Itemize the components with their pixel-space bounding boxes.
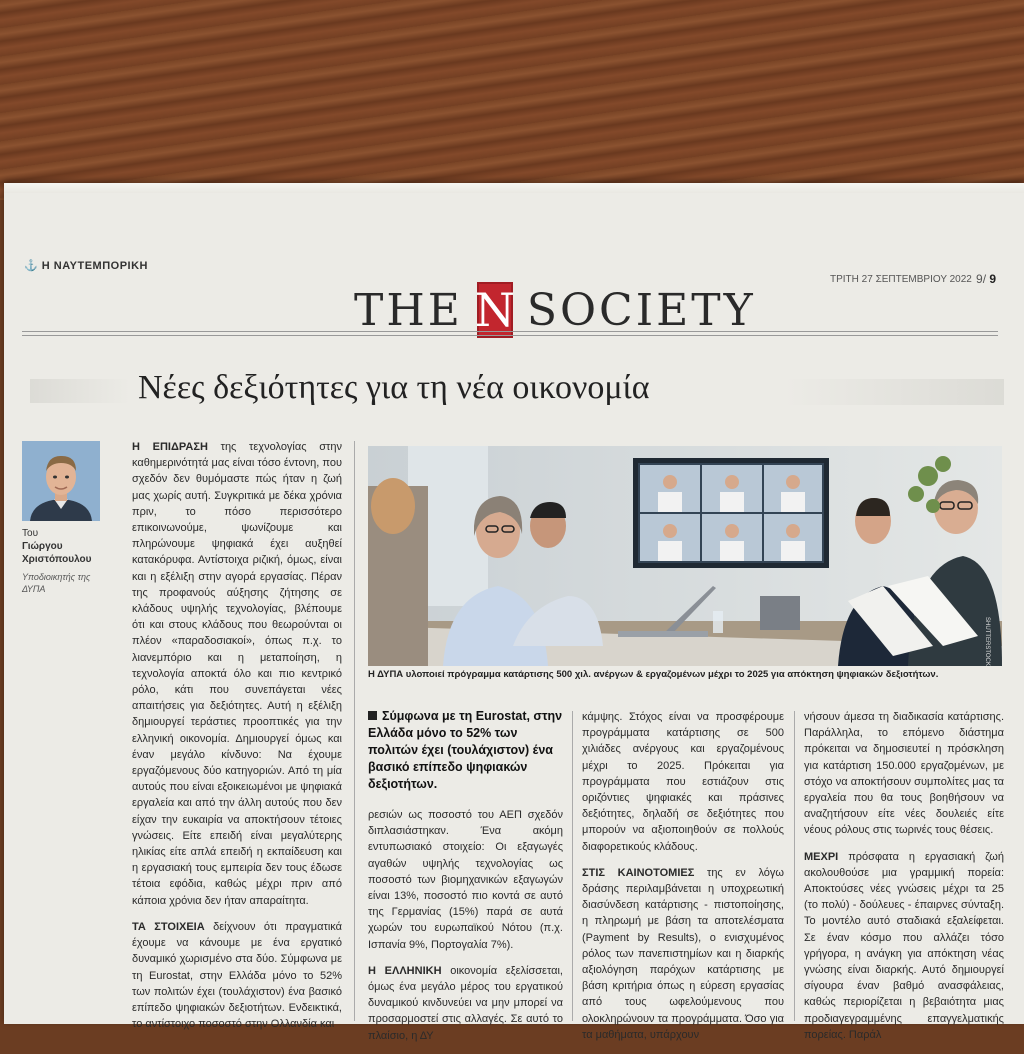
article-column-1: Η ΕΠΙΔΡΑΣΗ της τεχνολογίας στην καθημερινότητά μας είναι τόσο έντονη, που σχεδόν δεν θυμόμαστε πώς ήταν η ζωή μας χωρίς αυτή. Συγκριτικά με δέκα χρόνια πριν, το πόσο περισσότερο επικοινωνούμε, ψωνίζουμε και πληρώνουμε ψηφιακά έχει αυξηθεί κατακόρυφα. Αντίστοιχα ριζική, όμως, είναι και η εξέλιξη στην αγορά εργασίας. Πέραν της προφανούς αύξησης ζήτησης σε κλάδους υψηλής τεχνολογίας, βλέπουμε ότι και στους κλάδους που θεωρούνται οι πλέον «παραδοσιακοί», όπως π.χ. το λιανεμπόριο και η μεταποίηση, η τεχνολογία αποκτά όλο και πιο κεντρικό ρόλο, κάτι που συνεπάγεται νέες απαιτήσεις για δεξιότητες. Αυτή η εξέλιξη δημιουργεί τεράστιες προοπτικές για την ελληνική οικονομία. Δημιουργεί όμως και έναν μεγάλο κίνδυνο: Να έχουμε εργαζόμενους δύο κατηγοριών. Από τη μία αυτούς που είναι εξοικειωμένοι με ψηφιακά εργαλεία και από την άλλη αυτούς που δεν είχαν την ευκαιρία να αποκτήσουν τέτοιες γνώσεις. Είτε επειδή είναι μεγαλύτερης ηλικίας είτε απλά επειδή η εκπαίδευση και η εργασιακή τους εμπειρία δεν τους έδωσε τέτοια εφόδια, καθώς μέχρι πριν από κάποια χρόνια δεν ήταν απαραίτητα. ΤΑ ΣΤΟΙΧΕΙΑ δείχνουν ότι πραγματικά έχουμε να κάνουμε με ένα εργατικό δυναμικό χωρισμένο στα δύο. Σύμφωνα με τη Eurostat, στην Ελλάδα μόνο το 52% των πολιτών έχει (τουλάχιστον) ένα βασικό επίπεδο ψηφιακών δεξιοτήτων. Ενδεικτικά, το αντίστοιχο ποσοστό στην Ολλανδία και	[132, 441, 342, 1031]
page-number: 9/ 9	[976, 272, 997, 286]
article-column-4: νήσουν άμεσα τη διαδικασία κατάρτισης. Παράλληλα, το επόμενο διάστημα πρόκειται να δημοσιευτεί η πρόσκληση για κατάρτιση 150.000 εργαζομένων, με στόχο να αποκτήσουν συμπολίτες μας τα εργαλεία που θα τους βοηθήσουν να αναζητήσουν είτε νέες δουλειές είτε νέους ρόλους στις τωρινές τους θέσεις. ΜΕΧΡΙ πρόσφατα η εργασιακή ζωή ακολουθούσε μια γραμμική πορεία: Αποκτούσες νέες γνώσεις μέχρι τα 25 (το πολύ) - δούλευες - έπαιρνες σύνταξη. Το μοντέλο αυτό σταδιακά εξαλείφεται. Σε έναν κόσμο που αλλάζει τόσο γρήγορα, η ανάγκη για απόκτηση νέας γνώσης είναι διαρκής. Αυτό δημιουργεί σίγουρα έναν βαθμό ανασφάλειας, καθώς περιορίζεται η βεβαιότητα μιας προδιαγεγραμμένης επαγγελματικής πορείας. Παράλ	[804, 711, 1004, 1041]
masthead-society: SOCIETY	[526, 284, 756, 336]
n-logo-icon: N	[474, 283, 515, 337]
paper-edge	[4, 183, 1024, 193]
article-column-3: κάμψης. Στόχος είναι να προσφέρουμε προγράμματα κατάρτισης σε 500 χιλιάδες ανέργους και εργαζομένους μέχρι το 2025. Πρόκειται για προγράμματα που εστιάζουν στις οριζόντιες ψηφιακές και πράσινες δεξιότητες, δηλαδή σε δεξιότητες που μπορούν να αξιοποιηθούν σε πολλούς διαφορετικούς κλάδους. ΣΤΙΣ ΚΑΙΝΟΤΟΜΙΕΣ της εν λόγω δράσης περιλαμβάνεται η υποχρεωτική διασύνδεση κατάρτισης - πιστοποίησης, η πληρωμή με βάση τα αποτελέσματα (Payment by Results), ο ενισχυμένος ρόλος των πανεπιστημίων και η διαρκής αξιολόγηση παρόχων κατάρτισης με βάση κριτήρια όπως η εύρεση εργασίας από τους ωφελούμενους που ολοκληρώνουν τα προγράμματα. Όσο για τα μαθήματα, υπάρχουν	[582, 711, 784, 1041]
article-photo	[368, 446, 1002, 666]
author-byline: Του Γιώργου Χριστόπουλου	[22, 528, 92, 565]
square-bullet-icon	[368, 711, 377, 720]
column-divider-3	[794, 711, 795, 1021]
masthead-rule	[22, 331, 998, 336]
logo-icon: ⚓	[24, 260, 39, 272]
photo-credit: SHUTTERSTOCK	[984, 617, 990, 666]
newspaper-logo: ⚓ Η ΝΑΥΤΕΜΠΟΡΙΚΗ	[24, 260, 148, 272]
article-headline: Νέες δεξιότητες για τη νέα οικονομία	[138, 369, 650, 406]
issue-date: ΤΡΙΤΗ 27 ΣΕΠΤΕΜΒΡΙΟΥ 2022	[830, 274, 972, 285]
wooden-table	[0, 0, 1024, 200]
masthead-the: THE	[354, 284, 463, 336]
author-role: Υποδιοικητής της ΔΥΠΑ	[22, 572, 91, 594]
newspaper-page	[4, 183, 1024, 1042]
pull-quote: Σύμφωνα με τη Eurostat, στην Ελλάδα μόνο το 52% των πολιτών έχει (τουλάχιστον) ένα βασικό επίπεδο ψηφιακών δεξιοτήτων.	[368, 709, 563, 791]
photo-caption: Η ΔΥΠΑ υλοποιεί πρόγραμμα κατάρτισης 500 χιλ. ανέργων & εργαζομένων μέχρι το 2025 για απόκτηση ψηφιακών δεξιοτήτων.	[368, 669, 939, 680]
show-through-print-right	[784, 379, 1004, 405]
column-divider-2	[572, 711, 573, 1021]
show-through-print	[30, 379, 130, 403]
column-divider	[354, 441, 355, 1021]
author-photo	[22, 441, 100, 521]
article-column-2: ρεσιών ως ποσοστό του ΑΕΠ σχεδόν διπλασιάστηκαν. Ένα ακόμη εντυπωσιακό στοιχείο: Οι εξαγωγές αγαθών υψηλής τεχνολογίας ως ποσοστό των βιομηχανικών εξαγωγών είναι 13%, ποσοστό πιο κοντά σε αυτό της Γερμανίας (15%) παρά σε αυτά χωρών του ευρωπαϊκού Νότου (π.χ. Ισπανία 9%, Πορτογαλία 7%). Η ΕΛΛΗΝΙΚΗ οικονομία εξελίσσεται, όμως ένα μεγάλο μέρος του εργατικού δυναμικού κινδυνεύει να μην μπορεί να προσαρμοστεί στις αλλαγές. Σε αυτό το πλαίσιο, η ΔΥ	[368, 809, 563, 1042]
